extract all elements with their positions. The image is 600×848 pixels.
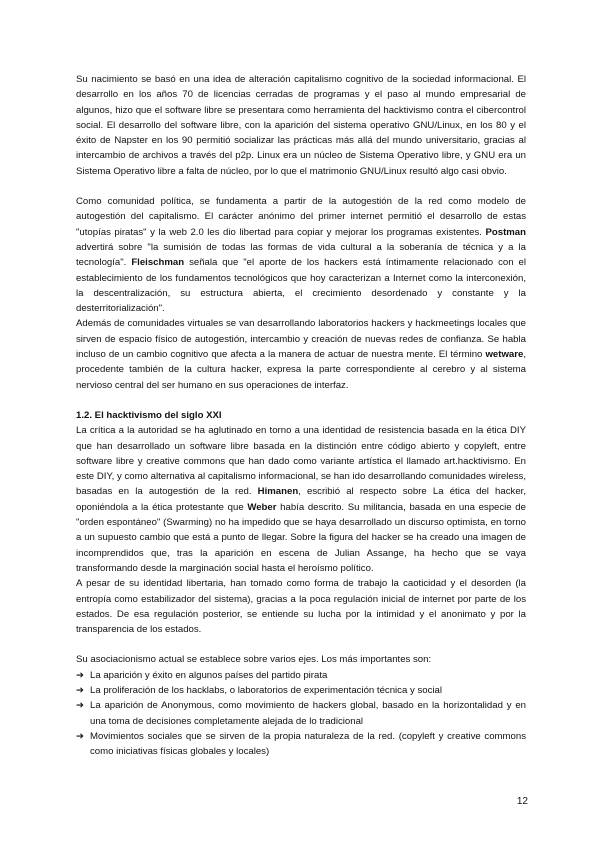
paragraph-community: Como comunidad política, se fundamenta a partir de la autogestión de la red como modelo de autogestión del capitalismo. El carácter anónimo del primer internet permitió el desarrollo de estas "utopías piratas" y la web 2.0 les dio libertad para copiar y mejorar los programas existentes. Postman advertirá sobre "la sumisión de todas las formas de vida cultural a la soberanía de técnica y a la tecnología". Fleischman señala que "el aporte de los hackers está íntimamente relacionado con el establecimiento de los fundamentos tecnológicos que hoy caracterizan a Internet como la interconexión, la descentralización, su estructura abierta, el crecimiento desordenado y constante y la desterritorialización".	[76, 196, 526, 315]
term-wetware: wetware	[485, 349, 524, 361]
paragraph-gap	[76, 179, 526, 194]
list-item: ➔ La aparición de Anonymous, como movimiento de hackers global, basado en la horizontalidad y en una toma de decisiones completamente alejada de lo tradicional	[76, 700, 526, 727]
arrow-bullet-icon: ➔	[76, 684, 85, 696]
list-item: ➔ La proliferación de los hacklabs, o laboratorios de experimentación técnica y social	[76, 683, 526, 698]
arrow-bullet-icon: ➔	[76, 669, 85, 681]
arrow-bullet-icon: ➔	[76, 700, 85, 712]
author-weber: Weber	[247, 501, 277, 513]
arrow-bullet-icon: ➔	[76, 730, 85, 742]
paragraph-gap	[76, 637, 526, 652]
paragraph-axes-intro: Su asociacionismo actual se establece sobre varios ejes. Los más importantes son:	[76, 654, 432, 666]
list-item: ➔ Movimientos sociales que se sirven de la propia naturaleza de la red. (copyleft y creative commons como iniciativas físicas globales y locales)	[76, 730, 526, 758]
paragraph-hacklabs: Además de comunidades virtuales se van desarrollando laboratorios hackers y hackmeetings locales que sirven de espacio físico de autogestión, intercambio y creación de nuevas redes de confianza. Se habla incluso de un cambio cognitivo que afecta a la manera de actuar de nuestra mente. El término wetware, procedente también de la cultura hacker, expresa la parte correspondiente al cerebro y al sistema nervioso central del ser humano en sus operaciones de interfaz.	[76, 318, 526, 391]
author-himanen: Himanen	[257, 486, 299, 498]
page-content	[76, 72, 526, 759]
author-postman: Postman	[485, 226, 526, 238]
paragraph-hacktivism: La crítica a la autoridad se ha aglutinado en torno a una identidad de resistencia basada en la ética DIY que han desarrollado un software libre basada en la distinción entre código abierto y copyleft, entre software libre y creative commons que han dado como variante artística el llamado art.hacktivismo. En este DIY, y como alternativa al capitalismo informacional, se han ido desarrollando comunidades wireless, basadas en la autogestión de la red. Himanen, escribió al respecto sobre La ética del hacker, oponiéndola a la ética protestante que Weber había descrito. Su militancia, basada en una especie de "orden espontáneo" (Swarming) no ha impedido que se haya desarrollado un discurso optimista, en torno a un supuesto cambio que está a punto de llegar. Sobre la figura del hacker se ha creado una imagen de incomprendidos que, tras la aparición en escena de Julian Assange, ha hecho que se vaya transformando desde la marginación social hasta el heroísmo político.	[76, 425, 526, 574]
paragraph-gap	[76, 393, 526, 408]
page-number: 12	[516, 796, 528, 807]
list-item: ➔ La aparición y éxito en algunos países del partido pirata	[76, 668, 526, 683]
paragraph-libertarian: A pesar de su identidad libertaria, han tomado como forma de trabajo la caoticidad y el desorden (la entropía como estabilizador del sistema), gracias a la poca regulación inicial de internet por parte de los estados. De esa regulación posterior, se entiende su lucha por la intimidad y el anonimato y por la transparencia de los estados.	[76, 578, 526, 636]
paragraph-origin: Su nacimiento se basó en una idea de alteración capitalismo cognitivo de la sociedad informacional. El desarrollo en los años 70 de licencias cerradas de programas y el paso al mundo empresarial de algunos, hizo que el software libre se presentara como herramienta del hacktivismo contra el cibercontrol social. El desarrollo del software libre, con la aparición del sistema operativo GNU/Linux, en los 80 y el éxito de Napster en los 90 permitió socializar las prácticas más allá del mundo universitario, gracias al intercambio de archivos a través del p2p. Linux era un núcleo de Sistema Operativo libre, y GNU era un Sistema Operativo libre a falta de núcleo, por lo que el matrimonio GNU/Linux resultó algo casi obvio.	[76, 74, 526, 177]
section-heading: 1.2. El hacktivismo del siglo XXI	[76, 409, 222, 421]
author-fleischman: Fleischman	[131, 257, 185, 269]
axes-list	[76, 668, 526, 760]
